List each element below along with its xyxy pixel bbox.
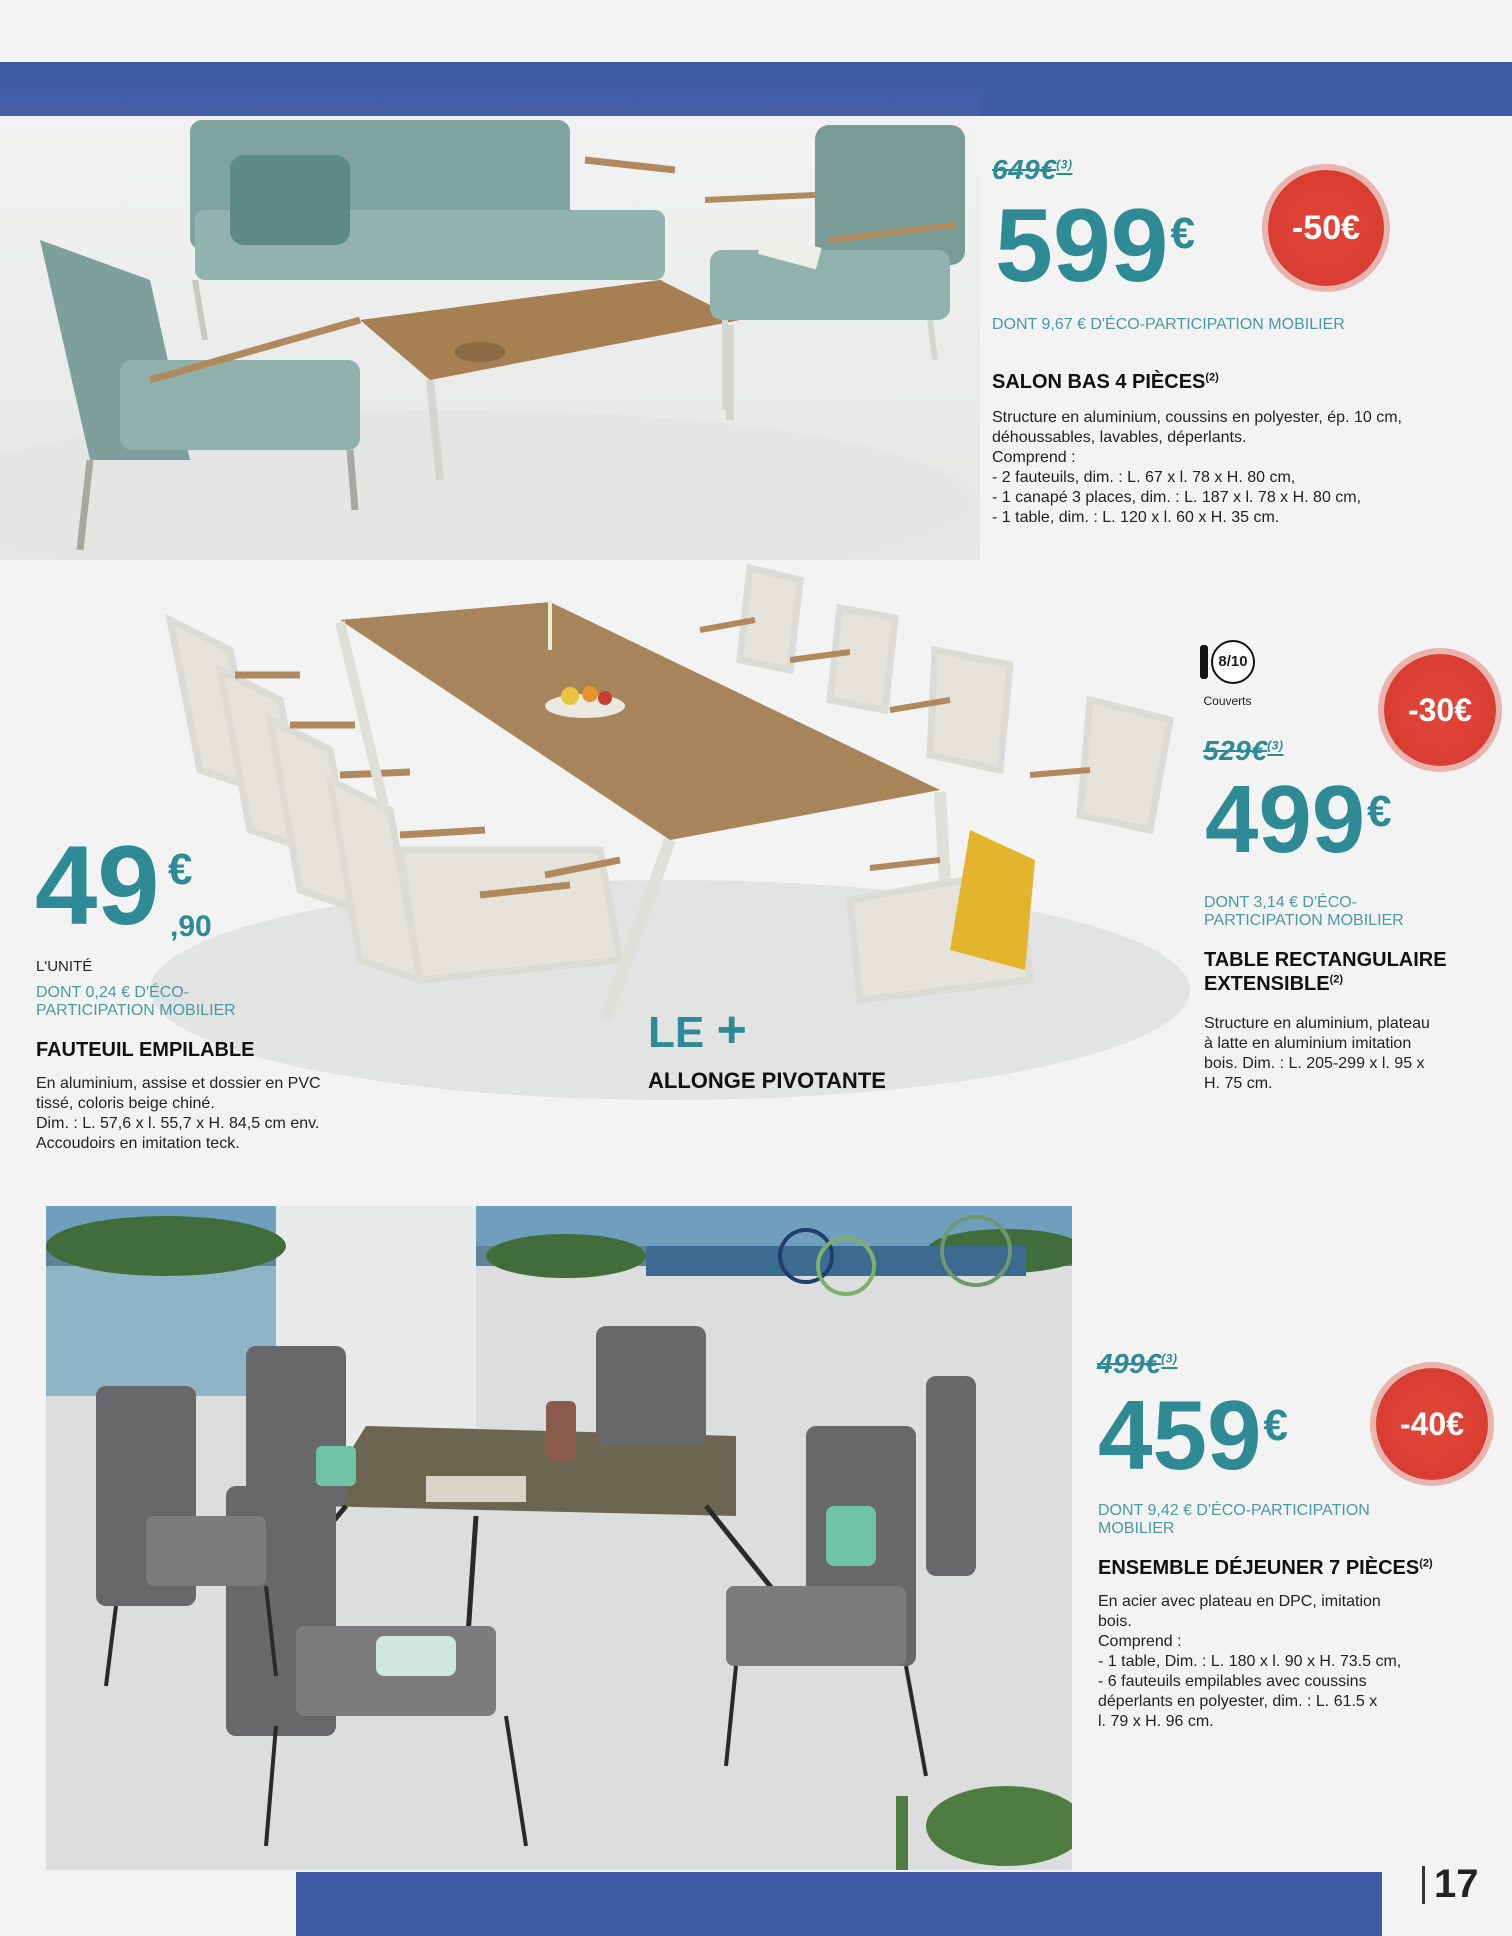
chair-unit-label: L'UNITÉ <box>36 958 93 975</box>
lounge-price: 599€ <box>995 188 1196 304</box>
feature-callout <box>648 1001 886 1094</box>
table-discount-badge: -30€ <box>1384 654 1496 766</box>
dining-discount-badge: -40€ <box>1376 1368 1488 1480</box>
chair-product-title: FAUTEUIL EMPILABLE <box>36 1039 255 1061</box>
chair-eco-participation: DONT 0,24 € D'ÉCO-PARTICIPATION MOBILIER <box>36 984 236 1020</box>
dining-eco-participation: DONT 9,42 € D'ÉCO-PARTICIPATION MOBILIER <box>1098 1502 1370 1538</box>
dining-price: 459€ <box>1098 1380 1288 1490</box>
dining-set-photo <box>46 1206 1072 1870</box>
dining-product-title: ENSEMBLE DÉJEUNER 7 PIÈCES$^{(2)}$ <box>1098 1557 1433 1579</box>
lounge-set-illustration <box>0 80 980 560</box>
chair-description: En aluminium, assise et dossier en PVC tissé, coloris beige chiné. Dim. : L. 57,6 x l. 55,7 x H. 84,5 cm env. Accoudoirs en imitation teck. <box>36 1075 321 1152</box>
covers-count: 8/10 <box>1211 640 1255 684</box>
table-price: 499€ <box>1205 766 1392 873</box>
table-product-title: TABLE RECTANGULAIRE EXTENSIBLE$^{(2)}$ <box>1204 949 1447 995</box>
chair-price: 49 <box>35 823 160 948</box>
bottom-color-band <box>296 1872 1382 1936</box>
chair-price-currency: € <box>168 845 193 894</box>
covers-label: Couverts <box>1203 694 1252 708</box>
lounge-eco-participation: DONT 9,67 € D'ÉCO-PARTICIPATION MOBILIER <box>992 316 1345 333</box>
table-old-price: 529€$^{(3)}$ <box>1203 735 1284 766</box>
table-description: Structure en aluminium, plateau à latte en aluminium imitation bois. Dim. : L. 205-299 x l. 95 x H. 75 cm. <box>1204 1015 1430 1092</box>
dining-old-price: 499€$^{(3)}$ <box>1097 1348 1178 1379</box>
cutlery-icon <box>1200 645 1208 679</box>
feature-text: ALLONGE PIVOTANTE <box>648 1068 886 1093</box>
plus-icon: + <box>716 1001 747 1059</box>
table-eco-participation: DONT 3,14 € D'ÉCO-PARTICIPATION MOBILIER <box>1204 894 1404 930</box>
dining-description: En acier avec plateau en DPC, imitation bois. Comprend : - 1 table, Dim. : L. 180 x l. 90 x H. 73.5 cm, - 6 fauteuils empilables avec coussins déperlants en polyester, dim. : L. 61.5 x l. 79 x H. 96 cm. <box>1098 1593 1402 1730</box>
lounge-description: Structure en aluminium, coussins en polyester, ép. 10 cm, déhoussables, lavables, déperlants. Comprend : - 2 fauteuils, dim. : L. 67 x l. 78 x H. 80 cm, - 1 canapé 3 places, dim. : L. 187 x l. 78 x H. 80 cm, - 1 table, dim. : L. 120 x l. 60 x H. 35 cm. <box>992 409 1402 526</box>
covers-indicator <box>1200 640 1255 708</box>
page-number-divider <box>1422 1866 1425 1904</box>
lounge-old-price: 649€$^{(3)}$ <box>992 154 1073 185</box>
chair-price-decimals: ,90 <box>170 910 212 943</box>
lounge-set-photo <box>0 80 980 560</box>
page-number: 17 <box>1434 1862 1479 1906</box>
lounge-discount-badge: -50€ <box>1268 170 1384 286</box>
feature-label: LE <box>648 1008 705 1057</box>
dining-set-illustration <box>46 1206 1072 1870</box>
lounge-product-title: SALON BAS 4 PIÈCES$^{(2)}$ <box>992 371 1219 393</box>
